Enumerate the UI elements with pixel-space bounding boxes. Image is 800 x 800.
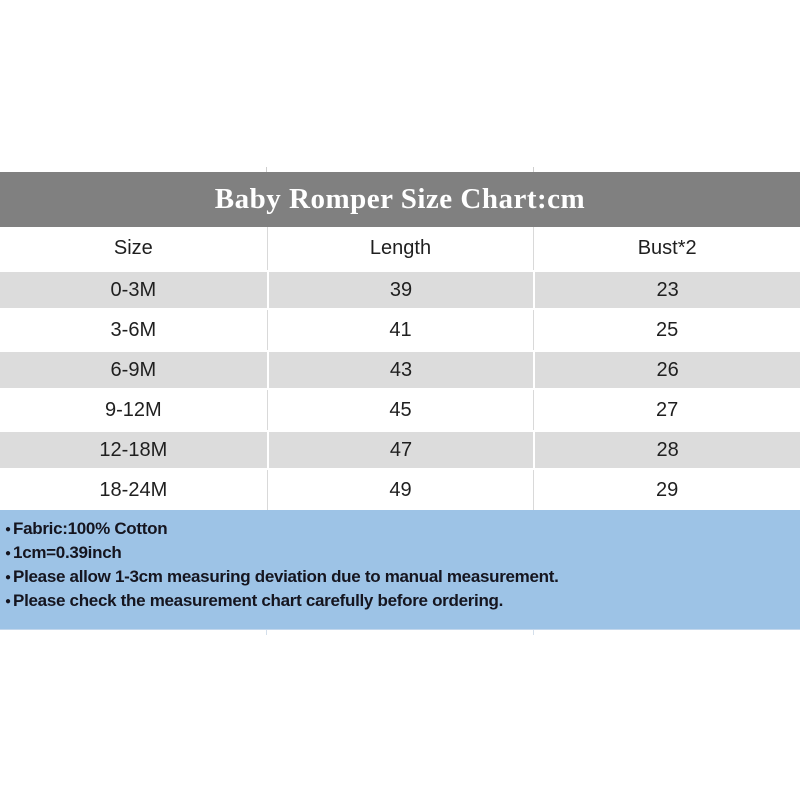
notes-panel <box>0 510 800 630</box>
table-row <box>0 390 800 430</box>
title-band <box>0 172 800 227</box>
column-separator-tick <box>533 167 534 172</box>
table-row <box>0 270 800 310</box>
bust-cell: 29 <box>533 470 800 510</box>
table-row <box>0 470 800 510</box>
bust-cell: 23 <box>533 272 800 308</box>
bottom-margin <box>0 630 800 799</box>
size-table <box>0 227 800 510</box>
note-line-check-chart <box>5 589 792 613</box>
bullet-icon: ● <box>5 524 12 535</box>
note-text: 1cm=0.39inch <box>13 543 122 562</box>
note-text: Please allow 1-3cm measuring deviation due to manual measurement. <box>13 567 559 586</box>
bullet-icon: ● <box>5 596 12 607</box>
bullet-icon: ● <box>5 548 12 559</box>
length-cell: 39 <box>267 272 534 308</box>
length-cell: 43 <box>267 352 534 388</box>
size-cell: 9-12M <box>104 398 162 421</box>
table-header-row <box>0 227 800 270</box>
column-separator-tick <box>533 630 534 635</box>
bust-cell: 27 <box>533 390 800 430</box>
note-text: Fabric:100% Cotton <box>13 519 168 538</box>
bust-cell: 28 <box>533 432 800 468</box>
note-line-fabric <box>5 517 792 541</box>
table-row <box>0 430 800 470</box>
column-separator-tick <box>266 630 267 635</box>
note-line-deviation <box>5 565 792 589</box>
page-title: Baby Romper Size Chart:cm <box>214 183 586 215</box>
note-line-conversion <box>5 541 792 565</box>
size-cell: 6-9M <box>110 358 157 381</box>
top-margin <box>0 0 800 172</box>
column-header-bust: Bust*2 <box>533 227 800 270</box>
table-row <box>0 310 800 350</box>
bust-cell: 25 <box>533 310 800 350</box>
size-cell: 0-3M <box>110 278 157 301</box>
length-cell: 49 <box>267 470 534 510</box>
column-header-length: Length <box>267 227 534 270</box>
length-cell: 45 <box>267 390 534 430</box>
size-cell: 3-6M <box>110 318 157 341</box>
bust-cell: 26 <box>533 352 800 388</box>
size-cell: 12-18M <box>99 438 168 461</box>
table-row <box>0 350 800 390</box>
length-cell: 41 <box>267 310 534 350</box>
note-text: Please check the measurement chart carefully before ordering. <box>13 591 504 610</box>
column-header-size: Size <box>113 237 153 259</box>
column-separator-tick <box>266 167 267 172</box>
size-cell: 18-24M <box>99 478 168 501</box>
length-cell: 47 <box>267 432 534 468</box>
bullet-icon: ● <box>5 572 12 583</box>
